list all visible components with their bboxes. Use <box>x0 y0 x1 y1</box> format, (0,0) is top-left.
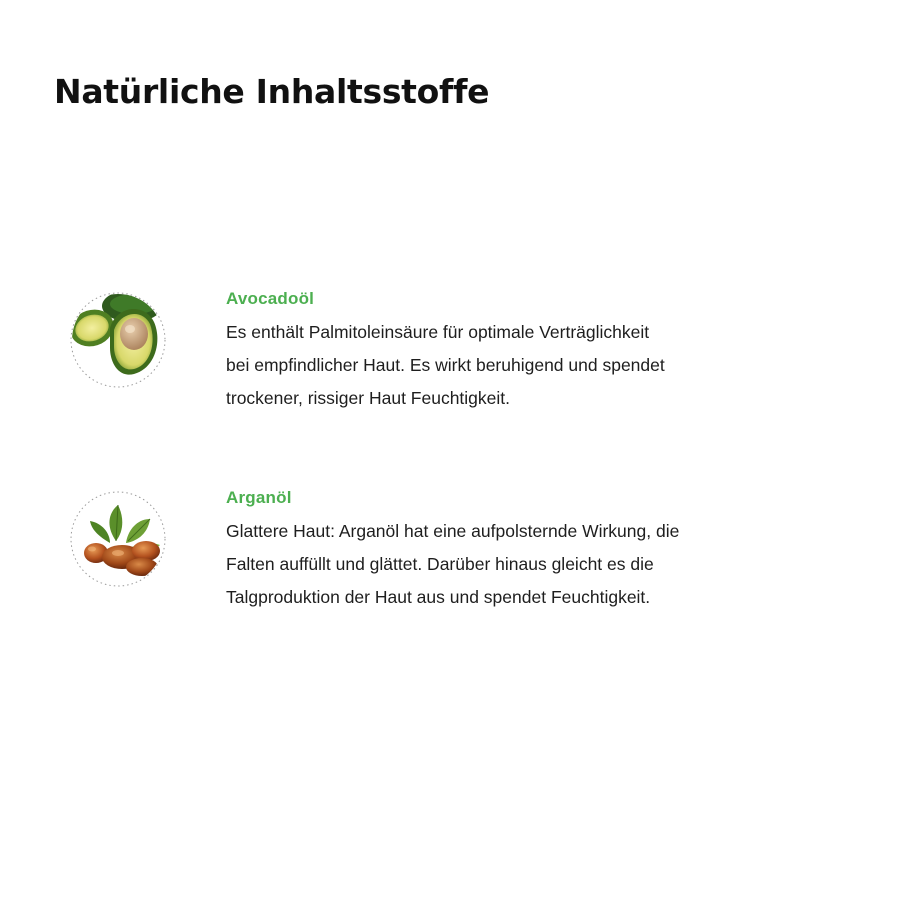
ingredient-text <box>226 288 846 415</box>
description-line: Es enthält Palmitoleinsäure für optimale Verträglichkeit <box>226 322 650 342</box>
ingredient-description <box>226 515 846 614</box>
description-line: Glattere Haut: Arganöl hat eine aufpolsternde Wirkung, die <box>226 521 680 541</box>
ingredient-text <box>226 487 846 614</box>
description-line: bei empfindlicher Haut. Es wirkt beruhigend und spendet <box>226 355 665 375</box>
description-line: Falten auffüllt und glättet. Darüber hinaus gleicht es die <box>226 554 654 574</box>
description-line: trockener, rissiger Haut Feuchtigkeit. <box>226 388 511 408</box>
page-title: Natürliche Inhaltsstoffe <box>54 72 490 111</box>
argan-nuts-icon <box>70 491 166 587</box>
avocado-icon <box>70 292 166 388</box>
ingredient-name: Avocadoöl <box>226 289 315 308</box>
ingredient-name: Arganöl <box>226 488 292 507</box>
ingredient-description <box>226 316 846 415</box>
description-line: Talgproduktion der Haut aus und spendet Feuchtigkeit. <box>226 587 651 607</box>
